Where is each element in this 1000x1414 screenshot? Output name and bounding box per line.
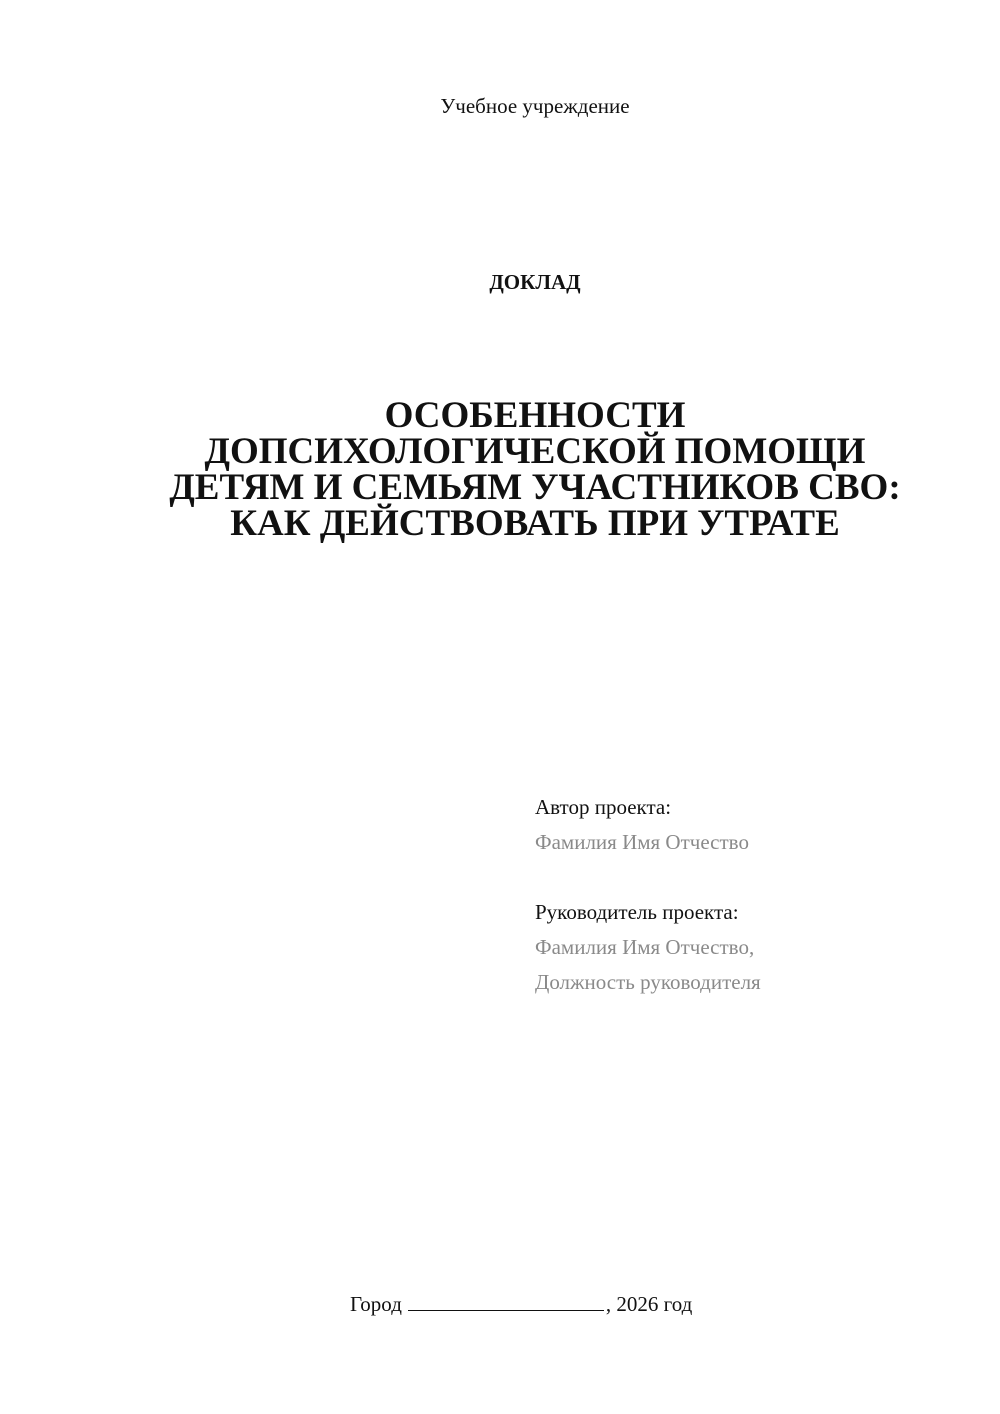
title-line: ДОПСИХОЛОГИЧЕСКОЙ ПОМОЩИ [204,431,866,472]
supervisor-label: Руководитель проекта: [535,900,739,924]
title-line: ДЕТЯМ И СЕМЬЯМ УЧАСТНИКОВ СВО: [169,467,901,508]
supervisor-block [535,895,975,1000]
year-text: , 2026 год [605,1292,693,1316]
report-title [120,395,950,544]
title-line: КАК ДЕЙСТВОВАТЬ ПРИ УТРАТЕ [230,503,840,544]
city-year-line [350,1290,692,1318]
author-block [535,790,975,860]
document-type: ДОКЛАД [489,270,581,294]
author-label: Автор проекта: [535,795,672,819]
supervisor-name: Фамилия Имя Отчество, [535,935,755,959]
city-label: Город [350,1292,402,1316]
author-name: Фамилия Имя Отчество [535,830,749,854]
title-line: ОСОБЕННОСТИ [384,395,686,436]
supervisor-position: Должность руководителя [535,970,761,994]
institution-name: Учебное учреждение [440,94,630,118]
credits-block [535,790,975,1035]
city-blank-line [408,1292,604,1311]
